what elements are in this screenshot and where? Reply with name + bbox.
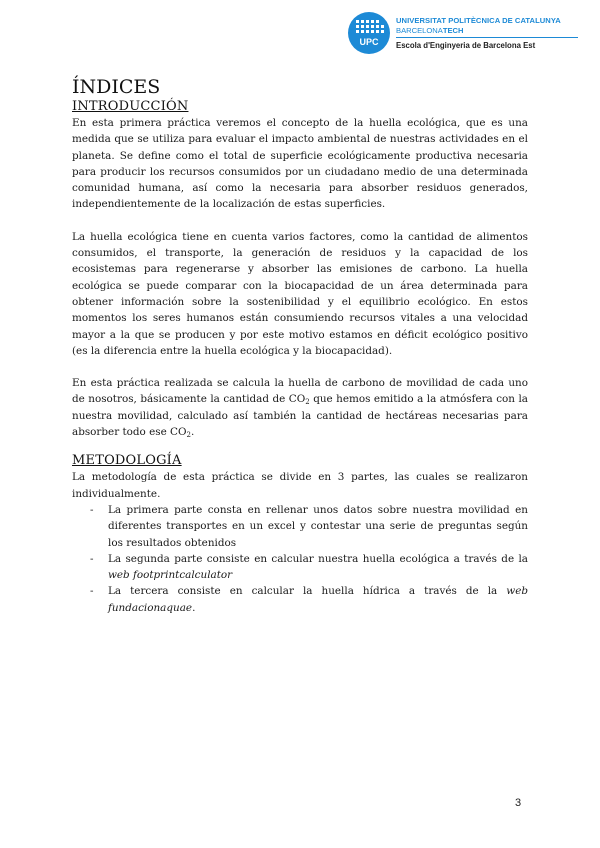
logo-text: UPC bbox=[359, 37, 379, 47]
page-number: 3 bbox=[515, 797, 522, 809]
page-title: ÍNDICES bbox=[72, 76, 161, 98]
upc-logo bbox=[348, 12, 390, 54]
list-item: - La primera parte consta en rellenar unos datos sobre nuestra movilidad en diferentes transportes en un excel y contestar una serie de preguntas según los resultados obtenidos bbox=[90, 503, 528, 549]
bullet: - bbox=[90, 503, 94, 516]
header bbox=[348, 12, 578, 58]
bullet: - bbox=[90, 585, 94, 598]
method-list bbox=[72, 502, 528, 616]
bullet: - bbox=[90, 552, 94, 565]
web-reference: web fundacionaquae bbox=[108, 585, 528, 614]
list-item: - La tercera consiste en calcular la huella hídrica a través de la web fundacionaquae. bbox=[90, 585, 528, 614]
intro-paragraph-2: La huella ecológica tiene en cuenta varios factores, como la cantidad de alimentos consumidos, el transporte, la generación de residuos y la capacidad de los ecosistemas para regenerarse y absorber las emisiones de carbono. La huella ecológica se puede comparar con la biocapacidad de un área determinada para obtener información sobre la sostenibilidad y el equilibrio ecológico. En estos momentos los seres humanos están consumiendo recursos vitales a una velocidad mayor a la que se producen y por este motivo estamos en déficit ecológico positivo (es la diferencia entre la huella ecológica y la biocapacidad). bbox=[72, 230, 528, 357]
web-reference: web footprintcalculator bbox=[108, 569, 233, 582]
intro-paragraph-1: En esta primera práctica veremos el concepto de la huella ecológica, que es una medida que se utiliza para evaluar el impacto ambiental de nuestras actividades en el planeta. Se define como el total de superficie ecológicamente productiva necesaria para producir los recursos consumidos por un ciudadano medio de una determinada comunidad humana, así como la necesaria para absorber residuos generados, independientemente de la localización de estas superficies. bbox=[72, 117, 528, 211]
school-name: Escola d'Enginyeria de Barcelona Est bbox=[396, 41, 536, 50]
co2-subscript: 2 bbox=[186, 431, 191, 440]
method-heading: METODOLOGÍA bbox=[72, 453, 182, 469]
method-intro: La metodología de esta práctica se divide en 3 partes, las cuales se realizaron individualmente. bbox=[72, 471, 528, 500]
barcelona-tech bbox=[396, 26, 464, 35]
barcelona-label: BARCELONA bbox=[396, 26, 443, 35]
intro-paragraph-3: En esta práctica realizada se calcula la huella de carbono de movilidad de cada uno de nosotros, básicamente la cantidad de $CO_2$ que hemos emitido a la atmósfera con la nuestra movilidad, calculado así también la cantidad de hectáreas necesarias para absorber todo ese $CO_2$. bbox=[72, 377, 528, 440]
university-name: UNIVERSITAT POLITÈCNICA DE CATALUNYA bbox=[396, 16, 561, 25]
tech-label: TECH bbox=[442, 26, 464, 35]
intro-heading: INTRODUCCIÓN bbox=[72, 99, 189, 114]
list-item: - La segunda parte consiste en calcular nuestra huella ecológica a través de la web footprintcalculator bbox=[90, 552, 528, 582]
document-body bbox=[72, 76, 528, 616]
header-rule bbox=[396, 37, 578, 38]
co2-subscript: 2 bbox=[305, 398, 310, 407]
